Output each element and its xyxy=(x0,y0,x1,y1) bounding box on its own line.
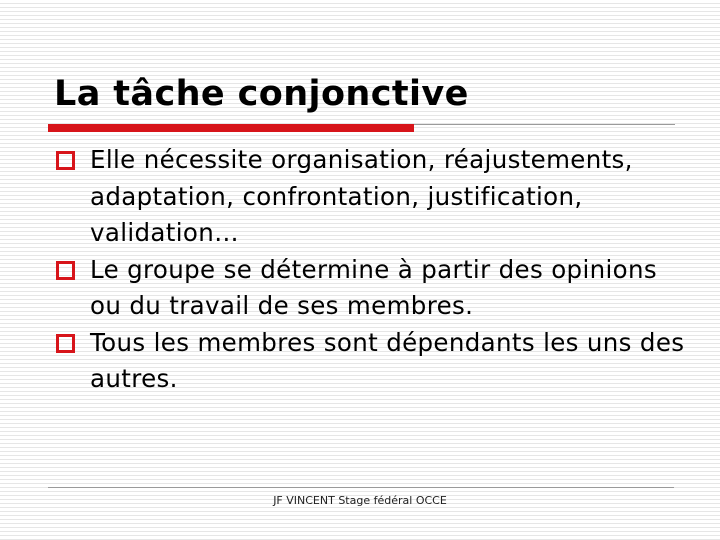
bullet-item xyxy=(54,252,694,325)
title-accent-bar xyxy=(48,124,414,132)
bullet-text: Elle nécessite organisation, réajustements, adaptation, confrontation, justification, validation… xyxy=(90,145,633,247)
bullet-item xyxy=(54,142,694,252)
footer-divider-line xyxy=(48,487,674,488)
bullet-text: Tous les membres sont dépendants les uns des autres. xyxy=(90,327,685,393)
bullet-item xyxy=(54,325,694,398)
slide-title: La tâche conjonctive xyxy=(54,74,469,114)
hollow-square-bullet-icon xyxy=(56,261,75,280)
hollow-square-bullet-icon xyxy=(56,151,75,170)
bullet-text: Le groupe se détermine à partir des opinions ou du travail de ses membres. xyxy=(90,254,657,320)
slide-footer: JF VINCENT Stage fédéral OCCE xyxy=(273,494,447,507)
hollow-square-bullet-icon xyxy=(56,334,75,353)
title-divider-line xyxy=(414,124,675,125)
bullet-list xyxy=(54,142,694,398)
